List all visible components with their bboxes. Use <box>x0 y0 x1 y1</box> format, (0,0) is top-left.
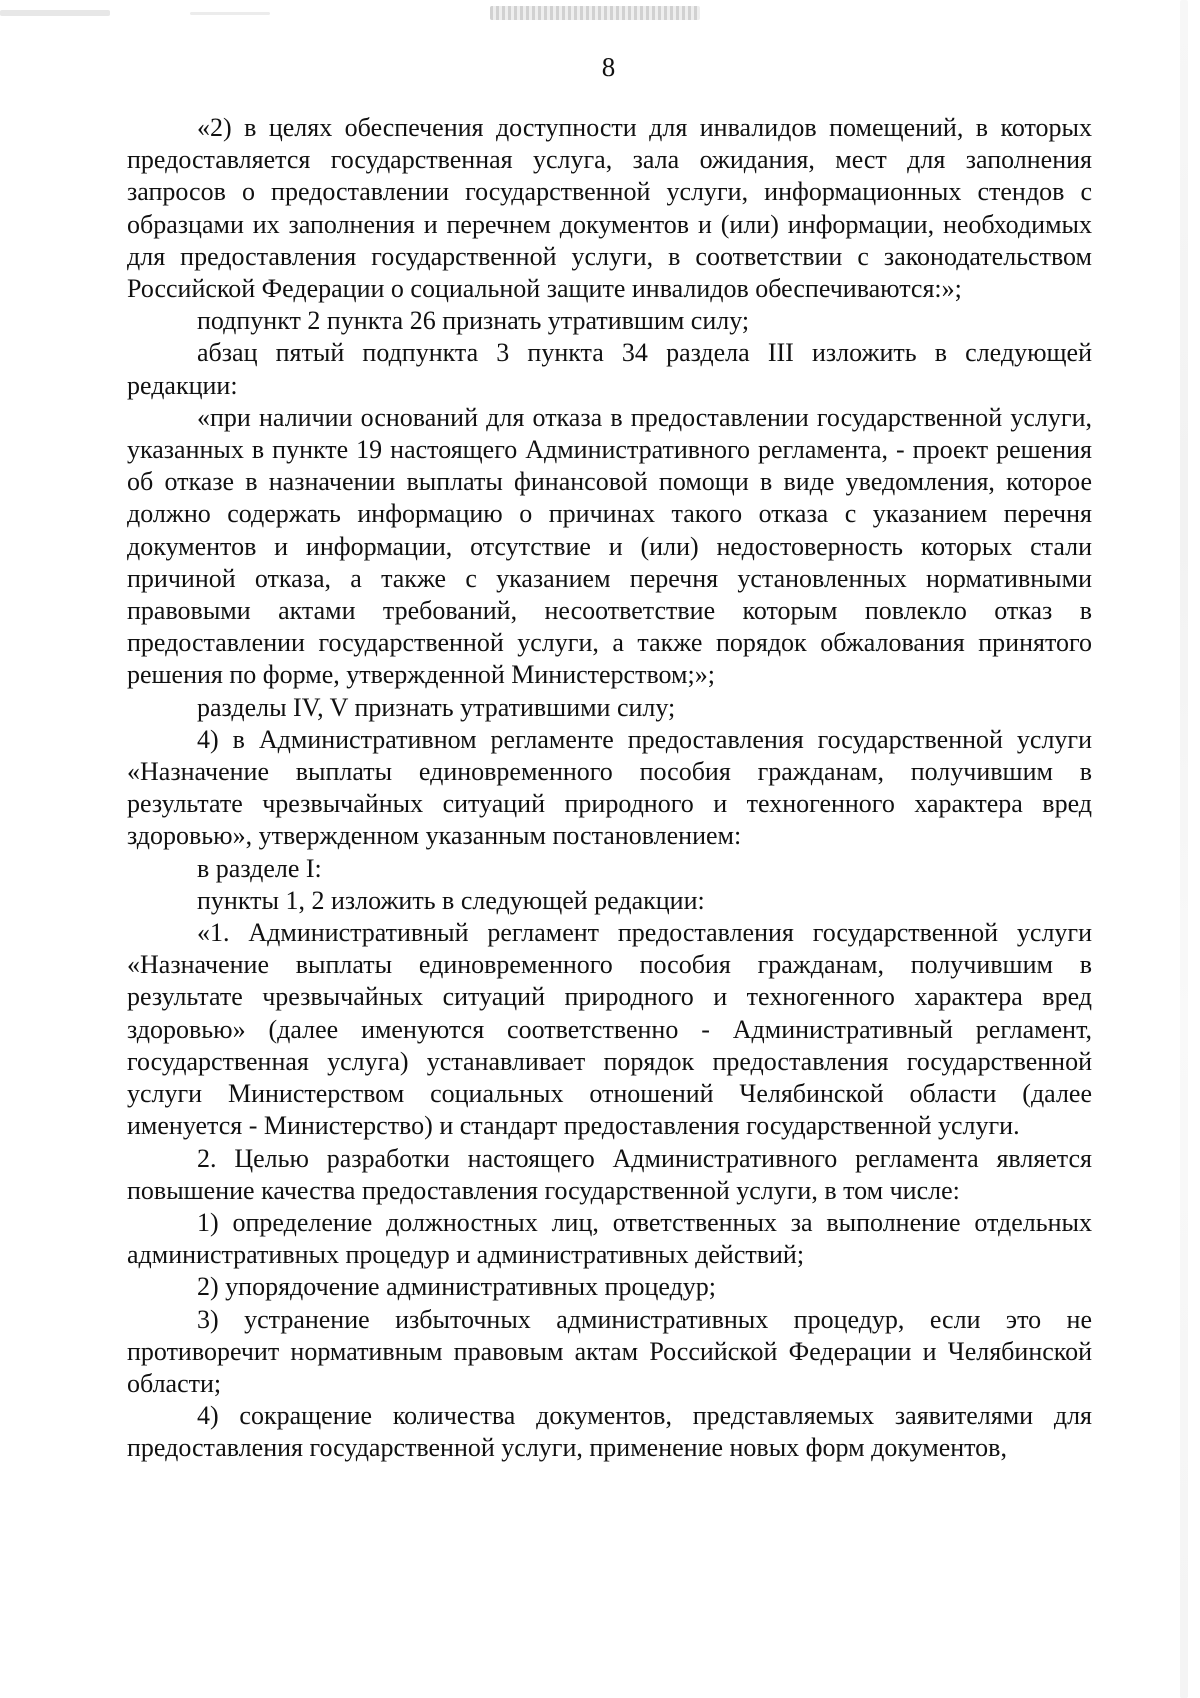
scan-artifact <box>190 12 270 15</box>
paragraph: 1) определение должностных лиц, ответственных за выполнение отдельных административных процедур и административных действий; <box>127 1207 1092 1270</box>
scan-edge-shadow <box>1180 0 1188 1698</box>
page-number: 8 <box>601 52 616 82</box>
paragraph: пункты 1, 2 изложить в следующей редакции: <box>197 885 705 915</box>
paragraph: абзац пятый подпункта 3 пункта 34 раздела III изложить в следующей редакции: <box>127 338 1092 400</box>
paragraph: «2) в целях обеспечения доступности для инвалидов помещений, в которых предоставляется государственная услуга, зала ожидания, мест для заполнения запросов о предоставлении государственной услуги, информационных стендов с образцами их заполнения и перечнем документов и (или) информации, необходимых для предоставления государственной услуги, в соответствии с законодательством Российской Федерации о социальной защите инвалидов обеспечиваются:»; <box>127 113 1092 304</box>
paragraph: «при наличии оснований для отказа в предоставлении государственной услуги, указанных в пункте 19 настоящего Административного регламента, - проект решения об отказе в назначении выплаты финансовой помощи в виде уведомления, которое должно содержать информацию о причинах такого отказа с указанием перечня документов и информации, отсутствие и (или) недостоверность которых стали причиной отказа, а также с указанием перечня установленных нормативными правовыми актами требований, несоответствие которым повлекло отказ в предоставлении государственной услуги, а также порядок обжалования принятого решения по форме, утвержденной Министерством;»; <box>127 402 1092 690</box>
paragraph: 2. Целью разработки настоящего Административного регламента является повышение качества предоставления государственной услуги, в том числе: <box>127 1143 1092 1205</box>
scan-artifact <box>0 10 110 16</box>
paragraph: в разделе I: <box>197 853 322 883</box>
paragraph: 4) сокращение количества документов, представляемых заявителями для предоставления государственной услуги, применение новых форм документов, <box>127 1401 1092 1463</box>
document-body <box>127 112 1092 1465</box>
paragraph: 3) устранение избыточных административных процедур, если это не противоречит нормативным правовым актам Российской Федерации и Челябинской области; <box>127 1304 1092 1398</box>
scan-artifact <box>490 6 700 20</box>
paragraph: разделы IV, V признать утратившими силу; <box>197 692 676 722</box>
paragraph: «1. Административный регламент предоставления государственной услуги «Назначение выплаты единовременного пособия гражданам, получившим в результате чрезвычайных ситуаций природного и техногенного характера вред здоровью» (далее именуются соответственно - Административный регламент, государственная услуга) устанавливает порядок предоставления государственной услуги Министерством социальных отношений Челябинской области (далее именуется - Министерство) и стандарт предоставления государственной услуги. <box>127 918 1092 1141</box>
paragraph: подпункт 2 пункта 26 признать утратившим силу; <box>197 306 750 336</box>
paragraph: 4) в Административном регламенте предоставления государственной услуги «Назначение выплаты единовременного пособия гражданам, получившим в результате чрезвычайных ситуаций природного и техногенного характера вред здоровью», утвержденном указанным постановлением: <box>127 724 1092 851</box>
paragraph: 2) упорядочение административных процедур; <box>197 1272 717 1302</box>
